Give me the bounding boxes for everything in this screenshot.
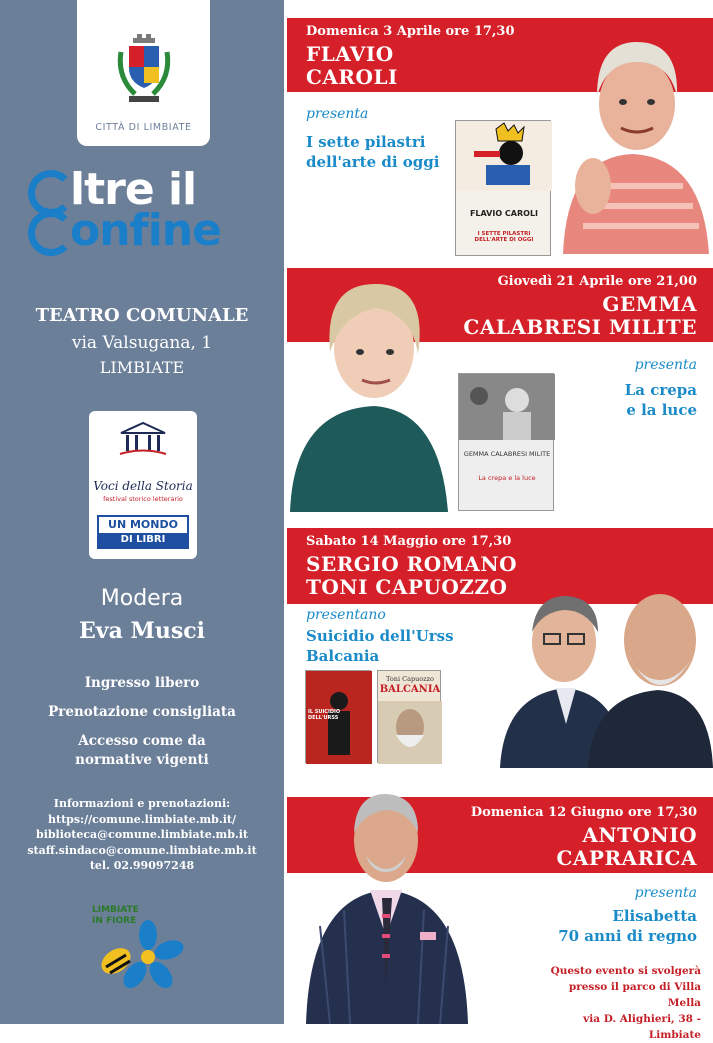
event-2-book-line-1: La crepa — [624, 381, 697, 399]
voci-della-storia-card — [89, 411, 197, 559]
gemma-calabresi-photo — [290, 278, 450, 512]
event-3-author-line-1: SERGIO ROMANO — [306, 552, 518, 576]
event-3-book-titles — [306, 626, 454, 666]
event-1-cover-author: FLAVIO CAROLI — [469, 209, 539, 218]
event-3-date: Sabato 14 Maggio ore 17,30 — [306, 534, 512, 549]
portrait-icon — [378, 701, 442, 764]
fiore-line-2: IN FIORE — [92, 916, 137, 926]
info-access-line-2: normative vigenti — [75, 752, 209, 768]
event-3-cover-1-title: IL SUICIDIO DELL'URSS — [308, 709, 341, 721]
event-2-cover-author: GEMMA CALABRESI MILITE — [463, 450, 551, 458]
un-mondo-di-libri-logo — [97, 515, 189, 549]
flower-logo-icon — [96, 915, 192, 995]
romano-capuozzo-photo — [500, 584, 713, 768]
mondo-line-2: DI LIBRI — [99, 533, 187, 547]
info-access — [0, 732, 284, 770]
moderator-label: Modera — [100, 586, 184, 611]
event-2-book-title — [625, 380, 697, 420]
venue-note-line-2: presso il parco di Villa Mella — [568, 981, 701, 1009]
event-3-book-cover-1 — [305, 670, 371, 763]
sidebar — [0, 0, 284, 1024]
event-4-book-line-1: Elisabetta — [612, 907, 697, 925]
contacts-email-staff[interactable]: staff.sindaco@comune.limbiate.mb.it — [27, 843, 257, 857]
venue-name: TEATRO COMUNALE — [35, 305, 249, 326]
antonio-caprarica-photo — [300, 786, 472, 1024]
event-4-book-title — [558, 906, 697, 946]
event-4-author-line-2: CAPRARICA — [556, 846, 697, 870]
event-1-book-line-2: dell'arte di oggi — [306, 153, 440, 171]
event-4-presents: presenta — [634, 885, 697, 901]
event-3-book-cover-2 — [377, 670, 441, 763]
voci-subtitle: festival storico letterario — [103, 495, 183, 503]
event-1-date: Domenica 3 Aprile ore 17,30 — [306, 24, 515, 39]
contacts-url[interactable]: https://comune.limbiate.mb.it/ — [48, 812, 236, 826]
festival-logo — [28, 164, 260, 260]
contacts-email-library[interactable]: biblioteca@comune.limbiate.mb.it — [36, 828, 248, 841]
event-3-presents: presentano — [306, 607, 386, 623]
info-free-entry: Ingresso libero — [84, 675, 200, 691]
event-2-author — [463, 293, 697, 339]
vintage-photo-icon — [459, 374, 555, 440]
event-4-venue-note — [536, 963, 701, 1043]
event-2-author-line-2: CALABRESI MILITE — [463, 315, 697, 339]
basquiat-artwork-icon — [456, 121, 552, 191]
contacts-heading: Informazioni e prenotazioni: — [53, 797, 231, 810]
event-2-book-cover — [458, 373, 554, 511]
venue-city: LIMBIATE — [99, 358, 185, 377]
event-3-authors — [306, 553, 517, 599]
city-crest-card — [77, 0, 210, 146]
logo-line-1: ltre il — [70, 164, 197, 215]
event-1-book-line-1: I sette pilastri — [306, 133, 426, 151]
event-2-author-line-1: GEMMA — [602, 292, 697, 316]
moderator-name: Eva Musci — [79, 618, 205, 644]
venue-note-line-3: via D. Alighieri, 38 - Limbiate — [583, 1013, 701, 1041]
info-access-line-1: Accesso come da — [78, 733, 206, 749]
venue-note-line-1: Questo evento si svolgerà — [550, 965, 701, 977]
event-4-author-line-1: ANTONIO — [582, 823, 697, 847]
event-3-book-line-1: Suicidio dell'Urss — [306, 627, 454, 645]
event-1-author-line-2: CAROLI — [306, 65, 398, 89]
logo-ring-bottom — [28, 210, 74, 256]
event-1-book-title — [306, 132, 439, 172]
city-name: CITTÀ DI LIMBIATE — [95, 122, 192, 133]
temple-icon — [118, 421, 168, 457]
event-3-book-line-2: Balcania — [306, 647, 380, 665]
flavio-caroli-photo — [553, 36, 713, 254]
logo-line-2: onfine — [70, 205, 221, 256]
city-crest-icon — [115, 32, 173, 110]
event-1-cover-title: I SETTE PILASTRI DELL'ARTE DI OGGI — [474, 231, 534, 243]
event-4-book-line-2: 70 anni di regno — [558, 927, 697, 945]
event-3-cover-2-author: Toni Capuozzo — [386, 675, 434, 683]
event-3-cover-2-title: BALCANIA — [379, 684, 441, 695]
venue-address: via Valsugana, 1 — [71, 333, 213, 353]
info-booking: Prenotazione consigliata — [48, 704, 236, 720]
event-2-presents: presenta — [634, 357, 697, 373]
event-2-date: Giovedì 21 Aprile ore 21,00 — [497, 274, 697, 289]
event-2-book-line-2: e la luce — [626, 401, 697, 419]
event-1-book-cover — [455, 120, 551, 256]
contacts — [0, 796, 284, 874]
event-1-author-line-1: FLAVIO — [306, 42, 394, 66]
event-1-author — [306, 43, 398, 89]
event-3-author-line-2: TONI CAPUOZZO — [306, 575, 508, 599]
contacts-phone: tel. 02.99097248 — [89, 859, 195, 872]
event-1-presents: presenta — [306, 106, 369, 122]
voci-title: Voci della Storia — [93, 479, 193, 493]
mondo-line-1: UN MONDO — [108, 518, 178, 531]
event-4-date: Domenica 12 Giugno ore 17,30 — [470, 805, 697, 820]
event-2-cover-title: La crepa e la luce — [478, 474, 536, 482]
fiore-line-1: LIMBIATE — [92, 905, 139, 915]
event-4-author — [556, 824, 697, 870]
